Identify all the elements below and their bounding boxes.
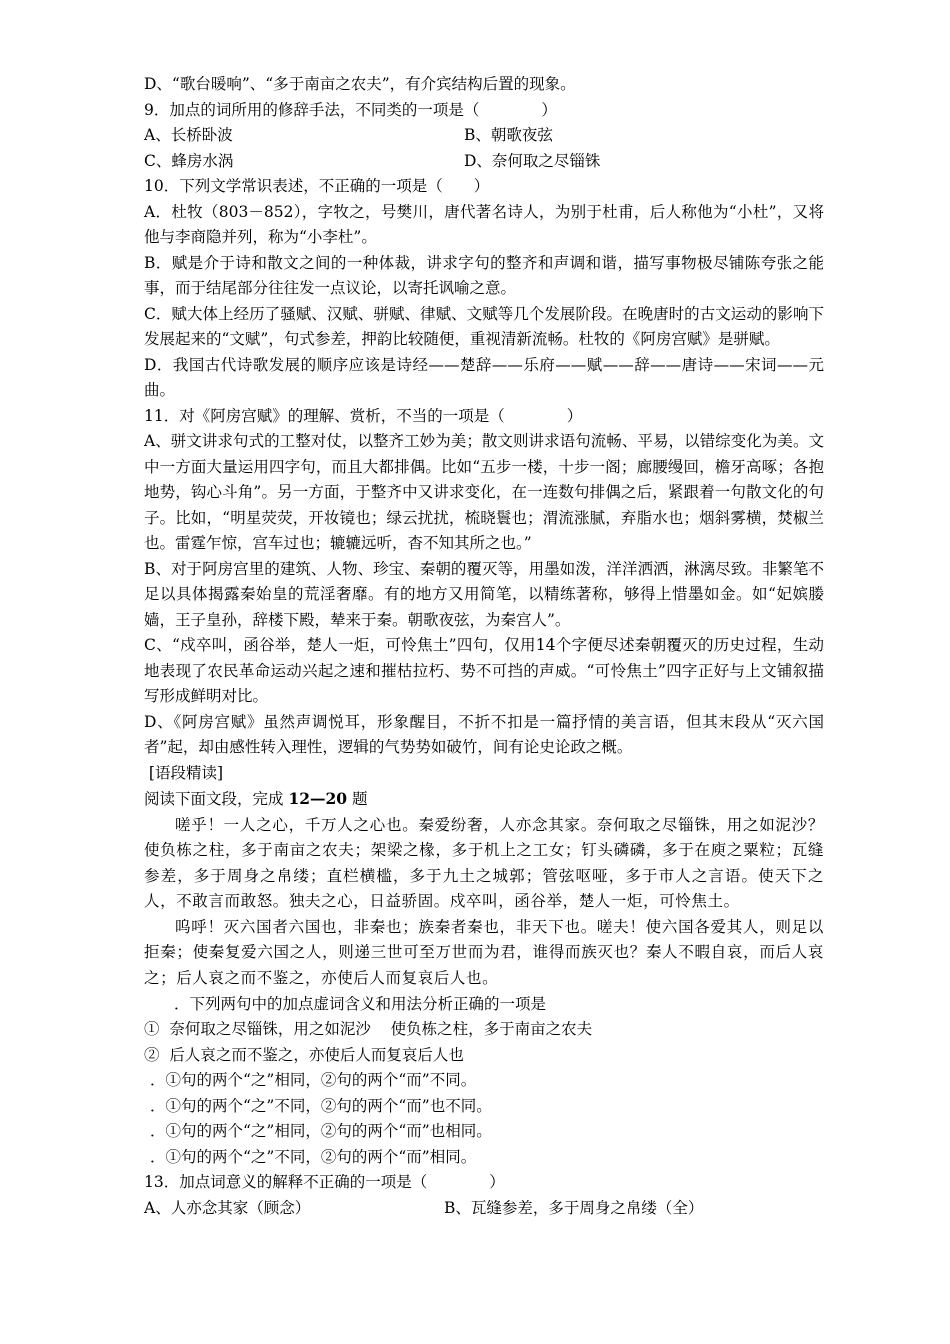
q12-stem: ．下列两句中的加点虚词含义和用法分析正确的一项是 [174,994,547,1013]
reading-prompt-prefix: 阅读下面文段，完成 [144,790,289,808]
q9-option-c: C、蜂房水涡 [144,151,234,170]
q13-option-b: B、瓦缝参差，多于周身之帛缕（全） [444,1198,704,1217]
q9-options-row-1 [144,123,824,149]
q12-option: ．①句的两个“之”相同，②句的两个“而”也相同。 [150,1122,492,1141]
q12-sentence-2: ② 后人哀之而不鉴之，亦使后人而复哀后人也 [144,1045,464,1064]
q13-options-row [144,1196,824,1222]
q9-options-row-2 [144,149,824,175]
q10-option-c: C．赋大体上经历了骚赋、汉赋、骈赋、律赋、文赋等几个发展阶段。在晚唐时的古文运动的影响下发展起来的“文赋”，句式参差，押韵比较随便，重视清新流畅。杜牧的《阿房宫赋》是骈赋。 [144,304,824,348]
reading-passage [144,813,824,992]
q11-option-a: A、骈文讲求句式的工整对仗，以整齐工妙为美；散文则讲求语句流畅、平易，以错综变化为美。文中一方面大量运用四字句，而且大都排偶。比如“五步一楼，十步一阁；廊腰缦回，檐牙高啄；各抱地势，钩心斗角”。另一方面，于整齐中又讲求变化，在一连数句排偶之后，紧跟着一句散文化的句子。比如，“明星荧荧，开妆镜也；绿云扰扰，梳晓鬟也；渭流涨腻，弃脂水也；烟斜雾横，焚椒兰也。雷霆乍惊，宫车过也；辘辘远听，杳不知其所之也。” [144,432,824,552]
q9-option-d: D、奈何取之尽锱铢 [464,151,601,170]
q9-stem: 9．加点的词所用的修辞手法，不同类的一项是（ ） [144,100,557,119]
q12-option: ．①句的两个“之”不同，②句的两个“而”相同。 [150,1147,477,1166]
q12-option: ．①句的两个“之”不同，②句的两个“而”也不同。 [150,1096,492,1115]
passage-paragraph-2: 呜呼！灭六国者六国也，非秦也；族秦者秦也，非天下也。嗟夫！使六国各爱其人，则足以拒秦；使秦复爱六国之人，则递三世可至万世而为君，谁得而族灭也？秦人不暇自哀，而后人哀之；后人哀之而不鉴之，亦使后人而复哀后人也。 [144,917,824,988]
reading-prompt-range: 12—20 [288,789,348,808]
q13-stem: 13．加点词意义的解释不正确的一项是（ ） [144,1173,505,1192]
q12-option: ．①句的两个“之”相同，②句的两个“而”不同。 [150,1071,477,1090]
q10-option-a: A．杜牧（803－852），字牧之，号樊川，唐代著名诗人，为别于杜甫，后人称他为“小杜”，又将他与李商隐并列，称为“小李杜”。 [144,202,824,246]
exam-page [144,72,824,1221]
reading-prompt [144,786,824,813]
q11-option-b: B、对于阿房宫里的建筑、人物、珍宝、秦朝的覆灭等，用墨如泼，洋洋洒洒，淋漓尽致。非繁笔不足以具体揭露秦始皇的荒淫奢靡。有的地方又用简笔，以精练著称，够得上惜墨如金。如“妃嫔媵嫱，王子皇孙，辞楼下殿，辇来于秦。朝歌夜弦，为秦宫人”。 [144,559,824,629]
q8-option-d: D、“歌台暖响”、“多于南亩之农夫”，有介宾结构后置的现象。 [144,75,576,93]
q11-option-d: D、《阿房宫赋》虽然声调悦耳，形象醒目，不折不扣是一篇抒情的美言语，但其末段从“灭六国者”起，却由感性转入理性，逻辑的气势势如破竹，间有论史论政之概。 [144,712,824,756]
q9-option-a: A、长桥卧波 [144,126,233,144]
passage-paragraph-1: 嗟乎！一人之心，千万人之心也。秦爱纷奢，人亦念其家。奈何取之尽锱铢，用之如泥沙？使负栋之柱，多于南亩之农夫；架梁之椽，多于机上之工女；钉头磷磷，多于在庾之粟粒；瓦缝参差，多于周身之帛缕；直栏横槛，多于九土之城郭；管弦呕哑，多于市人之言语。使天下之人，不敢言而敢怒。独夫之心，日益骄固。戍卒叫，函谷举，楚人一炬，可怜焦土。 [144,815,824,911]
section-title: [语段精读] [144,763,224,782]
q10-option-d: D．我国古代诗歌发展的顺序应该是诗经——楚辞——乐府——赋——辞——唐诗——宋词——元曲。 [144,355,824,399]
q9-option-b: B、朝歌夜弦 [464,126,553,144]
q12-sentence-1: ① 奈何取之尽锱铢，用之如泥沙 使负栋之柱，多于南亩之农夫 [144,1020,593,1039]
q13-option-a: A、人亦念其家（顾念） [144,1198,311,1217]
q11-option-c: C、“戍卒叫，函谷举，楚人一炬，可怜焦土”四句，仅用14个字便尽述秦朝覆灭的历史过程，生动地表现了农民革命运动兴起之速和摧枯拉朽、势不可挡的声威。“可怜焦土”四字正好与上文铺叙描写形成鲜明对比。 [144,636,824,705]
q10-stem: 10．下列文学常识表述，不正确的一项是（ ） [144,177,490,195]
q11-stem: 11．对《阿房宫赋》的理解、赏析，不当的一项是（ ） [144,406,583,425]
reading-prompt-suffix: 题 [347,790,368,808]
q10-option-b: B．赋是介于诗和散文之间的一种体裁，讲求字句的整齐和声调和谐，描写事物极尽铺陈夸张之能事，而于结尾部分往往发一点议论，以寄托讽喻之意。 [144,253,824,297]
